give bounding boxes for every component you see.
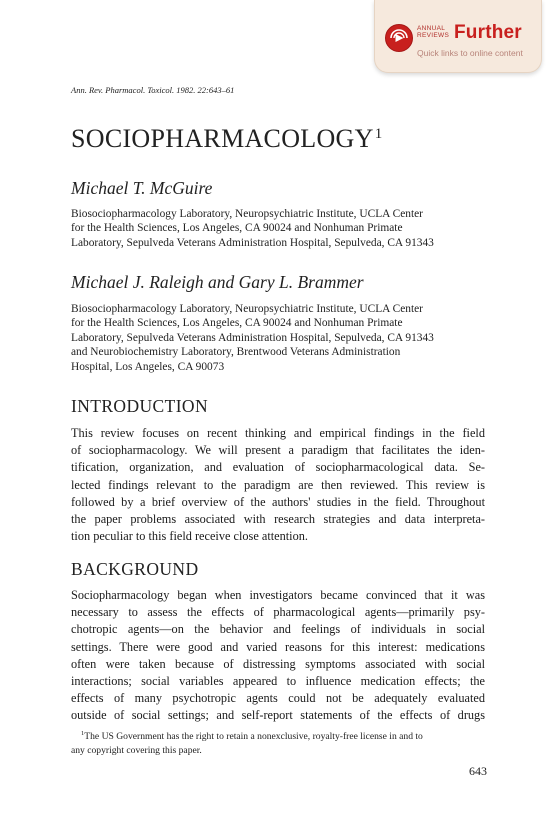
author-1-affiliation: Biosociopharmacology Laboratory, Neuropsychiatric Institute, UCLA Center for the Health Sciences, Los Angeles, CA 90024 and Nonhuman Primate Laboratory, Sepulveda Veterans Administration Hospital, Sepulveda, CA 91343	[71, 208, 434, 249]
author-2-names: Michael J. Raleigh and Gary L. Brammer	[71, 272, 364, 292]
author-1-name: Michael T. McGuire	[71, 178, 213, 198]
badge-further-label: Further	[454, 22, 522, 43]
author-2-affiliation: Biosociopharmacology Laboratory, Neuropsychiatric Institute, UCLA Center for the Health Sciences, Los Angeles, CA 90024 and Nonhuman Primate Laboratory, Sepulveda Veterans Administration Hospital, Sepulveda, CA 91343 and Neurobiochemistry Laboratory, Brentwood Veterans Administration Hospital, Los Angeles, CA 90073	[71, 303, 434, 373]
article-title: SOCIOPHARMACOLOGY$^1$	[71, 124, 383, 153]
background-paragraph: Sociopharmacology began when investigators became convinced that it was necessary to assess the effects of pharmacological agents—primarily psy- chotropic agents—on the behavior and feelings of individuals in social settings. There were good and varied reasons for this interest: medications often were taken because of distressing symptoms associated with social interactions; social variables appeared to influence medication effects; the effects of many psychotropic agents could not be adequately evaluated outside of social settings; and self-report statements of the effects of drugs	[71, 588, 485, 723]
title-footnote-mark: 1	[374, 126, 383, 142]
annual-reviews-logo-icon	[385, 24, 413, 52]
annual-reviews-further-badge[interactable]	[374, 0, 542, 73]
introduction-paragraph: This review focuses on recent thinking and empirical findings in the field of sociopharmacology. We will present a paradigm that facilitates the iden- tification, organization, and evaluation of sociopharmacological data. Se- lected findings relevant to the paradigm are then reviewed. This review is followed by a brief overview of the authors' studies in the field. Throughout the paper problems associated with research strategies and data interpreta- tion peculiar to this field receive close attention.	[71, 426, 485, 544]
copyright-footnote: $^1$The US Government has the right to retain a nonexclusive, royalty-free license in and to any copyright covering this paper.	[71, 730, 423, 756]
journal-citation: Ann. Rev. Pharmacol. Toxicol. 1982. 22:643–61	[71, 85, 235, 95]
page-number: 643	[469, 764, 487, 778]
footnote-mark: 1	[81, 730, 85, 737]
section-heading-introduction: INTRODUCTION	[71, 396, 209, 416]
section-heading-background: BACKGROUND	[71, 559, 199, 579]
badge-publisher-name: ANNUAL REVIEWS	[417, 25, 450, 39]
badge-subtitle: Quick links to online content	[417, 48, 523, 58]
